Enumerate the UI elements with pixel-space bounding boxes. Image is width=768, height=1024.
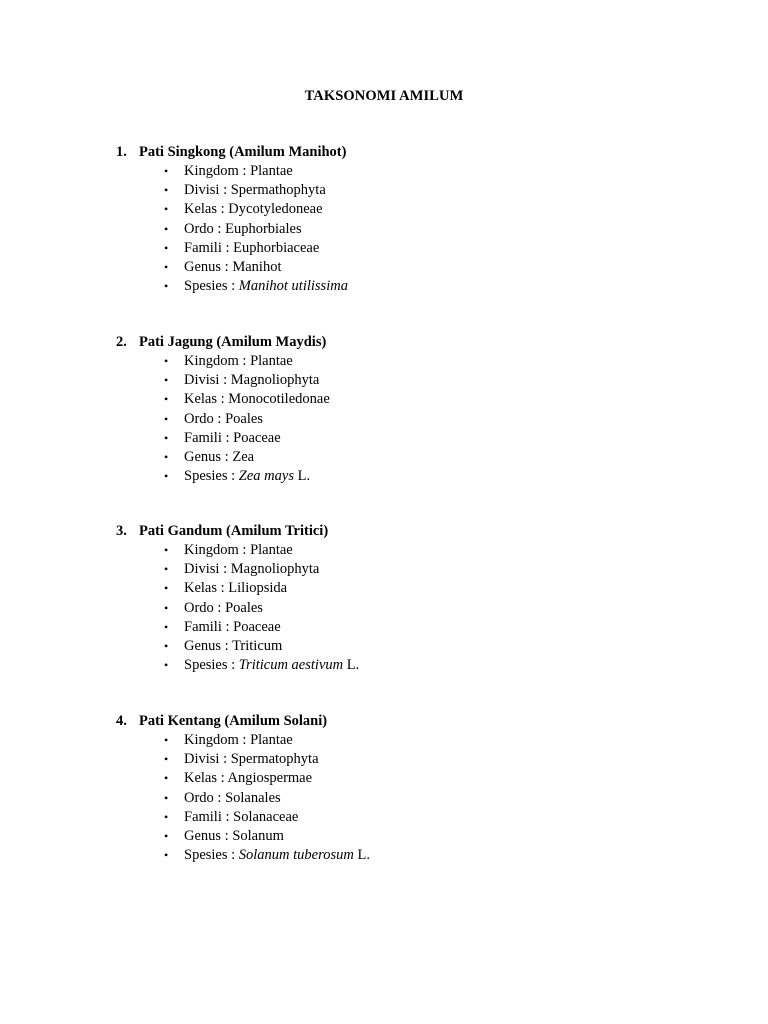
item-value: Poaceae [233, 618, 281, 635]
item-label: Divisi : [184, 561, 231, 578]
list-item-kingdom [116, 731, 676, 750]
item-value: Triticum [232, 637, 283, 654]
list-item-spesies [116, 846, 676, 865]
list-item-kelas [116, 200, 676, 219]
section-pati-singkong [116, 143, 676, 296]
item-label: Kelas : [184, 391, 229, 408]
species-name: Zea mays [238, 468, 294, 485]
section-number: 4. [116, 713, 127, 729]
bullet-icon: • [164, 279, 169, 294]
item-label: Divisi : [184, 182, 231, 199]
bullet-icon: • [164, 164, 169, 178]
item-value: Plantae [250, 542, 293, 558]
taxonomy-list [116, 731, 676, 865]
bullet-icon: • [164, 449, 169, 464]
item-label: Divisi : [184, 372, 231, 389]
list-item-ordo [116, 599, 676, 618]
item-value: Solanaceae [233, 808, 299, 825]
species-name: Triticum aestivum [238, 657, 344, 674]
page-title: TAKSONOMI AMILUM [304, 88, 464, 104]
list-item-kelas [116, 579, 676, 598]
item-value: Plantae [250, 353, 293, 369]
item-value: Plantae [250, 732, 293, 748]
item-label: Divisi : [184, 751, 231, 768]
species-author: L. [353, 847, 370, 864]
bullet-icon: • [164, 240, 169, 255]
item-value: Poales [225, 599, 263, 616]
bullet-icon: • [164, 658, 169, 673]
list-item-famili [116, 429, 676, 448]
item-label: Kingdom : [184, 163, 251, 179]
list-item-genus [116, 637, 676, 656]
bullet-icon: • [164, 411, 169, 426]
item-value: Zea [232, 448, 255, 465]
bullet-icon: • [164, 638, 169, 653]
species-author: L. [343, 657, 360, 674]
item-label: Kelas : [184, 580, 229, 597]
item-value: Euphorbiaceae [233, 239, 320, 256]
item-label: Kelas : [184, 201, 229, 218]
item-value: Poaceae [233, 429, 281, 446]
bullet-icon: • [164, 619, 169, 634]
bullet-icon: • [164, 373, 169, 388]
section-number: 3. [116, 523, 127, 539]
item-label: Kingdom : [184, 353, 251, 369]
item-label: Kelas : [184, 770, 228, 787]
item-label: Genus : [184, 637, 233, 654]
item-value: Liliopsida [228, 580, 288, 597]
section-number: 2. [116, 334, 127, 350]
bullet-icon: • [164, 543, 169, 557]
bullet-icon: • [164, 259, 169, 274]
list-item-famili [116, 618, 676, 637]
item-label: Spesies : [184, 657, 239, 674]
bullet-icon: • [164, 581, 169, 596]
list-item-genus [116, 258, 676, 277]
item-value: Monocotiledonae [228, 391, 330, 408]
bullet-icon: • [164, 733, 169, 747]
list-item-divisi [116, 371, 676, 390]
section-pati-gandum [116, 522, 676, 675]
item-label: Ordo : [184, 410, 226, 427]
list-item-spesies [116, 656, 676, 675]
section-pati-kentang [116, 712, 676, 865]
item-value: Magnoliophyta [230, 561, 320, 578]
item-value: Poales [225, 410, 263, 427]
item-value: Dycotyledoneae [228, 201, 323, 218]
item-label: Genus : [184, 827, 233, 844]
list-item-spesies [116, 277, 676, 296]
list-item-ordo [116, 220, 676, 239]
section-heading [116, 712, 676, 731]
list-item-famili [116, 239, 676, 258]
item-label: Ordo : [184, 220, 226, 237]
species-name: Manihot utilissima [238, 278, 348, 295]
item-value: Spermathophyta [230, 182, 326, 199]
section-title: Pati Jagung (Amilum Maydis) [139, 334, 327, 350]
taxonomy-list [116, 541, 676, 675]
item-label: Spesies : [184, 278, 239, 295]
item-label: Kingdom : [184, 542, 251, 558]
list-item-divisi [116, 750, 676, 769]
bullet-icon: • [164, 392, 169, 407]
bullet-icon: • [164, 790, 169, 805]
section-heading [116, 333, 676, 352]
item-value: Angiospermae [227, 770, 313, 787]
list-item-divisi [116, 560, 676, 579]
list-item-spesies [116, 467, 676, 486]
list-item-kelas [116, 390, 676, 409]
section-title: Pati Singkong (Amilum Manihot) [139, 144, 347, 160]
item-label: Ordo : [184, 789, 226, 806]
item-label: Famili : [184, 239, 234, 256]
bullet-icon: • [164, 809, 169, 824]
bullet-icon: • [164, 828, 169, 843]
list-item-ordo [116, 410, 676, 429]
section-title: Pati Gandum (Amilum Tritici) [139, 523, 329, 539]
list-item-kelas [116, 769, 676, 788]
section-heading [116, 522, 676, 541]
item-label: Ordo : [184, 599, 226, 616]
item-label: Genus : [184, 448, 233, 465]
section-title: Pati Kentang (Amilum Solani) [139, 713, 328, 729]
item-value: Solanum [232, 827, 284, 844]
bullet-icon: • [164, 469, 169, 484]
bullet-icon: • [164, 771, 169, 786]
item-value: Plantae [250, 163, 293, 179]
item-label: Famili : [184, 808, 234, 825]
list-item-kingdom [116, 162, 676, 181]
item-label: Famili : [184, 618, 234, 635]
bullet-icon: • [164, 848, 169, 863]
list-item-kingdom [116, 541, 676, 560]
taxonomy-list [116, 162, 676, 296]
list-item-famili [116, 808, 676, 827]
species-name: Solanum tuberosum [238, 847, 354, 864]
bullet-icon: • [164, 221, 169, 236]
item-label: Kingdom : [184, 732, 251, 748]
list-item-genus [116, 448, 676, 467]
list-item-divisi [116, 181, 676, 200]
item-value: Spermatophyta [230, 751, 319, 768]
species-author: L. [293, 468, 311, 485]
item-label: Spesies : [184, 847, 239, 864]
bullet-icon: • [164, 752, 169, 767]
section-pati-jagung [116, 333, 676, 486]
section-heading [116, 143, 676, 162]
bullet-icon: • [164, 430, 169, 445]
bullet-icon: • [164, 202, 169, 217]
item-value: Manihot [232, 258, 282, 275]
bullet-icon: • [164, 354, 169, 368]
item-label: Genus : [184, 258, 233, 275]
list-item-genus [116, 827, 676, 846]
item-label: Famili : [184, 429, 234, 446]
taxonomy-list [116, 352, 676, 486]
list-item-kingdom [116, 352, 676, 371]
item-label: Spesies : [184, 468, 239, 485]
bullet-icon: • [164, 183, 169, 198]
bullet-icon: • [164, 600, 169, 615]
section-number: 1. [116, 144, 127, 160]
list-item-ordo [116, 789, 676, 808]
item-value: Magnoliophyta [230, 372, 320, 389]
item-value: Euphorbiales [225, 220, 302, 237]
item-value: Solanales [225, 789, 281, 806]
bullet-icon: • [164, 562, 169, 577]
